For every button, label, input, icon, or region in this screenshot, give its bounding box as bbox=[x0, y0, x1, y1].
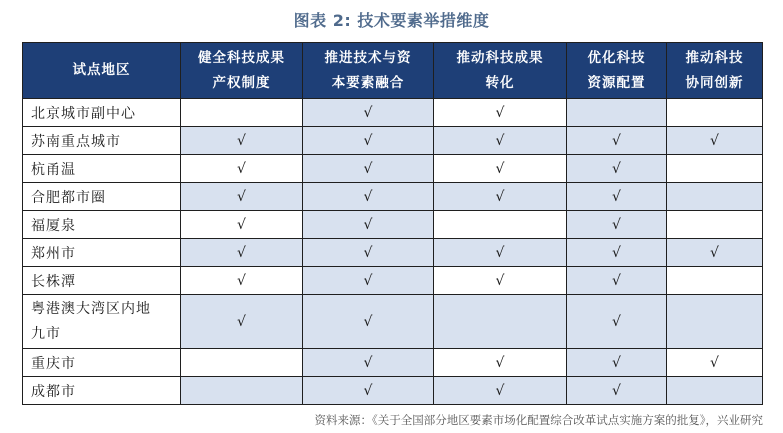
check-cell: √ bbox=[434, 377, 567, 405]
header-label-line2: 产权制度 bbox=[212, 74, 271, 91]
region-name: 合肥都市圈 bbox=[31, 189, 106, 206]
region-name: 苏南重点城市 bbox=[31, 133, 121, 150]
check-cell: √ bbox=[303, 211, 434, 239]
region-cell bbox=[23, 349, 181, 377]
check-cell bbox=[667, 183, 763, 211]
table-body bbox=[23, 99, 763, 405]
check-cell: √ bbox=[303, 99, 434, 127]
check-cell: √ bbox=[181, 183, 303, 211]
check-cell: √ bbox=[434, 239, 567, 267]
check-cell bbox=[667, 99, 763, 127]
check-cell: √ bbox=[303, 377, 434, 405]
check-cell: √ bbox=[567, 183, 667, 211]
header-measure bbox=[303, 43, 434, 99]
check-cell bbox=[181, 99, 303, 127]
header-label-line1: 优化科技 bbox=[587, 49, 646, 66]
check-cell: √ bbox=[567, 377, 667, 405]
check-cell: √ bbox=[303, 349, 434, 377]
check-cell bbox=[434, 211, 567, 239]
region-name: 长株潭 bbox=[31, 273, 76, 290]
table-row bbox=[23, 349, 763, 377]
table-row bbox=[23, 183, 763, 211]
check-cell: √ bbox=[303, 183, 434, 211]
table-row bbox=[23, 211, 763, 239]
check-cell: √ bbox=[434, 99, 567, 127]
region-cell bbox=[23, 295, 181, 349]
source-note: 资料来源：《关于全国部分地区要素市场化配置综合改革试点实施方案的批复》，兴业研究 bbox=[314, 413, 763, 427]
region-name: 粤港澳大湾区内地 bbox=[31, 300, 151, 317]
region-cell bbox=[23, 183, 181, 211]
check-cell: √ bbox=[567, 295, 667, 349]
header-measure bbox=[567, 43, 667, 99]
check-cell: √ bbox=[434, 127, 567, 155]
check-cell: √ bbox=[434, 267, 567, 295]
check-cell bbox=[667, 377, 763, 405]
header-region bbox=[23, 43, 181, 99]
check-cell bbox=[667, 211, 763, 239]
region-name: 郑州市 bbox=[31, 245, 76, 262]
check-cell: √ bbox=[567, 211, 667, 239]
check-cell: √ bbox=[567, 267, 667, 295]
region-cell bbox=[23, 211, 181, 239]
check-cell: √ bbox=[667, 239, 763, 267]
check-cell: √ bbox=[303, 127, 434, 155]
header-measure bbox=[434, 43, 567, 99]
region-name: 杭甬温 bbox=[31, 161, 76, 178]
measures-table bbox=[22, 42, 763, 405]
check-cell: √ bbox=[567, 155, 667, 183]
table-row bbox=[23, 267, 763, 295]
region-name-cont: 九市 bbox=[31, 325, 61, 342]
check-cell: √ bbox=[181, 267, 303, 295]
check-cell bbox=[434, 295, 567, 349]
check-cell: √ bbox=[181, 211, 303, 239]
check-cell bbox=[667, 155, 763, 183]
check-cell: √ bbox=[303, 155, 434, 183]
table-row bbox=[23, 377, 763, 405]
table-row bbox=[23, 155, 763, 183]
check-cell: √ bbox=[434, 349, 567, 377]
region-name: 福厦泉 bbox=[31, 217, 76, 234]
check-cell: √ bbox=[567, 239, 667, 267]
check-cell: √ bbox=[434, 155, 567, 183]
check-cell bbox=[667, 267, 763, 295]
region-cell bbox=[23, 239, 181, 267]
header-label-line1: 推动科技成果 bbox=[456, 49, 544, 66]
check-cell: √ bbox=[181, 127, 303, 155]
check-cell: √ bbox=[567, 127, 667, 155]
check-cell: √ bbox=[303, 267, 434, 295]
region-name: 成都市 bbox=[31, 383, 76, 400]
check-cell bbox=[181, 349, 303, 377]
check-cell: √ bbox=[667, 127, 763, 155]
region-name: 北京城市副中心 bbox=[31, 105, 136, 122]
check-cell: √ bbox=[181, 239, 303, 267]
header-label-line1: 推动科技 bbox=[685, 49, 744, 66]
region-cell bbox=[23, 127, 181, 155]
check-cell: √ bbox=[181, 155, 303, 183]
check-cell: √ bbox=[667, 349, 763, 377]
header-label-line2: 协同创新 bbox=[685, 74, 744, 91]
table-row bbox=[23, 127, 763, 155]
region-cell bbox=[23, 377, 181, 405]
header-row bbox=[23, 43, 763, 99]
header-label-line1: 推进技术与资 bbox=[324, 49, 412, 66]
check-cell: √ bbox=[567, 349, 667, 377]
check-cell: √ bbox=[434, 183, 567, 211]
header-label-line2: 资源配置 bbox=[587, 74, 646, 91]
region-name: 重庆市 bbox=[31, 355, 76, 372]
region-cell bbox=[23, 155, 181, 183]
check-cell bbox=[567, 99, 667, 127]
check-cell: √ bbox=[303, 295, 434, 349]
check-cell: √ bbox=[303, 239, 434, 267]
header-label-line1: 试点地区 bbox=[72, 62, 131, 78]
region-cell bbox=[23, 267, 181, 295]
check-cell bbox=[181, 377, 303, 405]
region-cell bbox=[23, 99, 181, 127]
table-row bbox=[23, 239, 763, 267]
header-label-line2: 转化 bbox=[485, 74, 515, 91]
check-cell: √ bbox=[181, 295, 303, 349]
header-label-line1: 健全科技成果 bbox=[198, 49, 285, 66]
table-row bbox=[23, 295, 763, 349]
check-cell bbox=[667, 295, 763, 349]
figure-title: 图表 2: 技术要素举措维度 bbox=[293, 11, 490, 30]
header-measure bbox=[181, 43, 303, 99]
header-measure bbox=[667, 43, 763, 99]
header-label-line2: 本要素融合 bbox=[331, 74, 405, 91]
table-row bbox=[23, 99, 763, 127]
